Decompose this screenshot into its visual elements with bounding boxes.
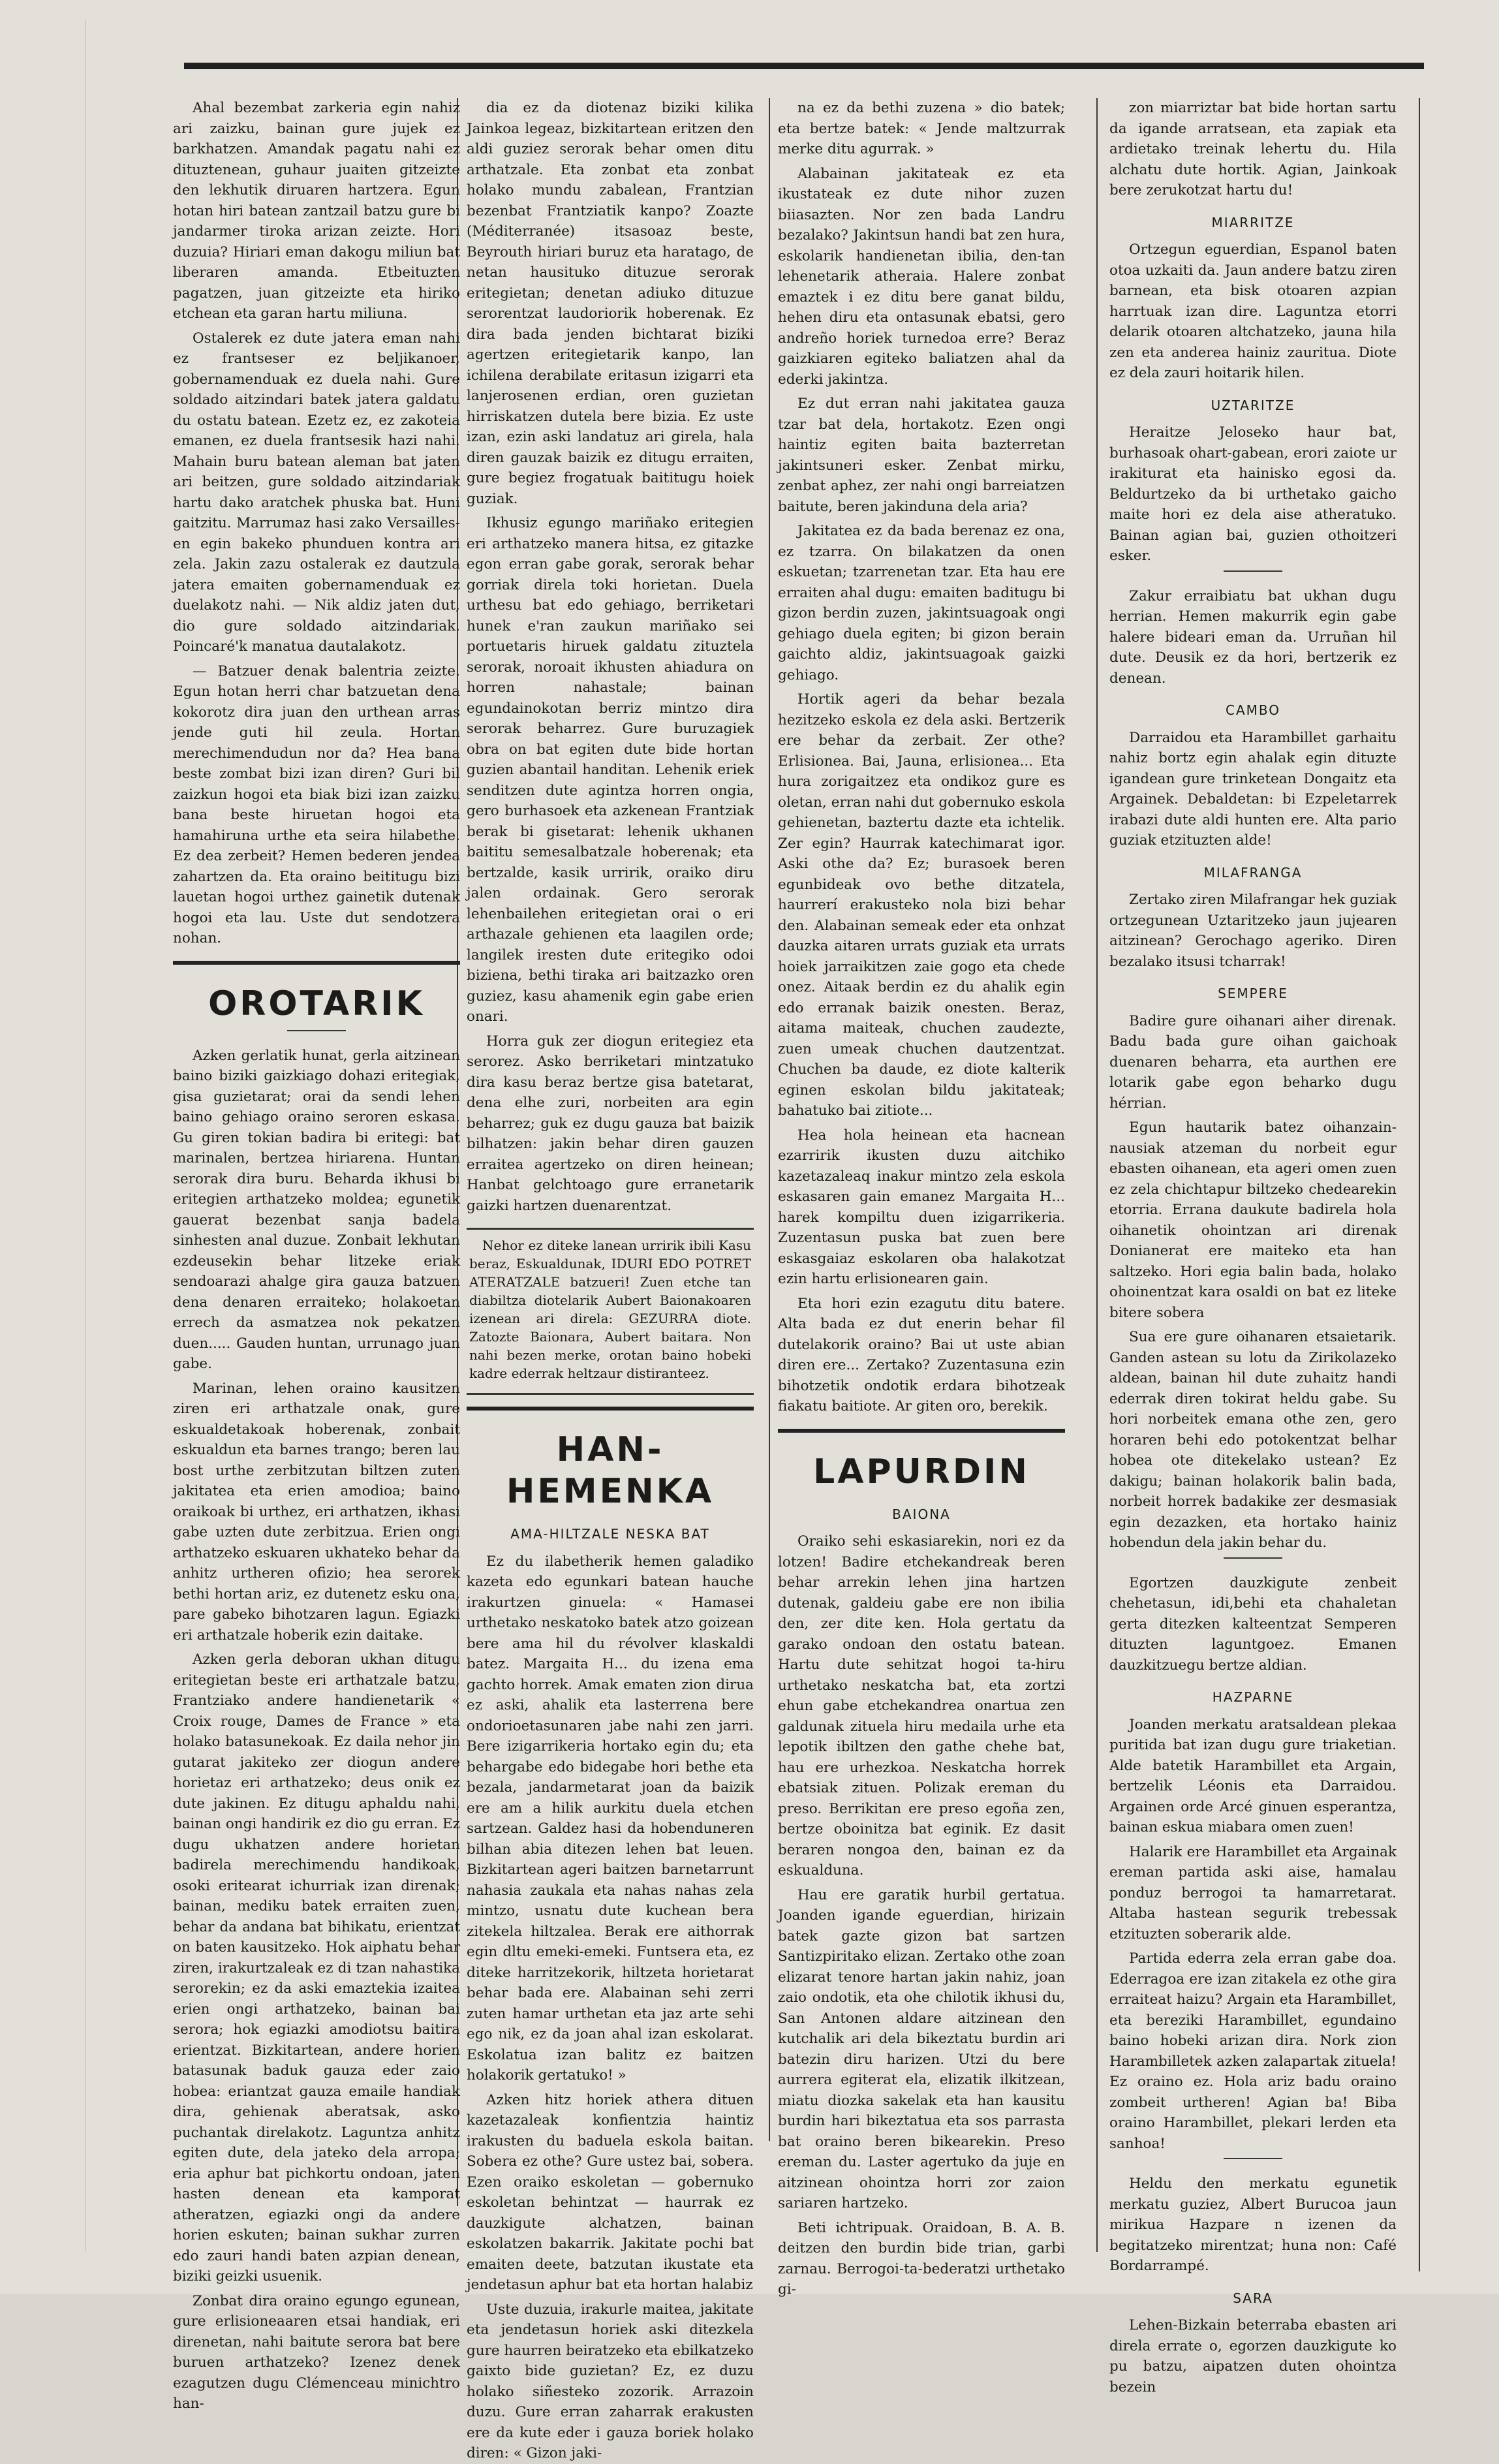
paragraph: Zonbat dira oraino egungo egunean, gure erlisioneaaren etsai handiak, eri direnetan, nahi baitute serora bat bere buruen arthatzeko? Izenez denek ezagutzen dugu Clémenceau minichtro han- [173,2292,460,2412]
paragraph: Azken gerla deboran ukhan ditugu eritegietan beste eri arthatzale batzu, Frantziako andere handienetarik « Croix rouge, Dames de France » eta holako batasunekoak. Ez daila nehor jin gutarat jakiteko zer diogun andere horietaz eri arthatzeko; deus onik ez dute jakinen. Ez ditugu aphaldu nahi, bainan ongi handirik ez dio gu erran. Ez dugu ukhatzen andere horietan badirela merechimendu handikoak, osoki eritearat ichurriak izan direnak; bainan, mediku batek erraiten zuen, behar da andana bat bihikatu, erientzat on baten kausitzeko. Hok aiphatu behar ziren, irakurtzaleak ez di tzan nahastika serorekin; ez da aski emaztekia izaitea erien ongi arthatzeko, bainan bai serora; hok egiazki amodiotsu baitira erientzat. Bizkitartean, andere horien batasunak baduk gauza eder zaio hobea: eriantzat gauza emaile handiak dira, gehienak aberatsak, asko puchantak direlakotz. Laguntza anhitz egiten dute, dela jateko dela arropa; eria aphur bat pichkortu ondoan, jaten hasten denean eta kamporat atheratzen, egiazki ongi da andere horien eskuten; bainan sukhar zurren edo zauri handi baten azpian denean, biziki geizki usuenik. [173,1651,460,2285]
paragraph: Ez du ilabetherik hemen galadiko kazeta edo egunkari batean hauche irakurtzen ginuela: « Hamasei urthetako neskatoko batek atzo goizean bere ama hil du révolver klaskaldi batez. Margaita H... du izena ema gachto horrek. Amak ematen zion dirua ez aski, ahalik eta lasterrena bere ondorioetasunaren jabe nahi zen jarri. Bere izigarrikeria hortako egin du; eta behargabe edo bidegabe hori bethe eta bezala, jandarmetarat joan da baizik ere am a hilik aurkitu duela etchen sartzean. Galdez hasi da hobenduneren bilhan abia ditezen lehen bat leuen. Bizkitartean ageri baitzen barnetarrunt nahasia zaukala eta nahas nahas zela mintzo, usnatu dute kuchean bera zitekela hiltzalea. Berak ere aithorrak egin dltu emeki-emeki. Funtsera eta, ez diteke harritzekorik, hiltzeta horietarat behar bada ere. Alabainan sehi zerri zuten hamar urthetan eta jaz arte sehi ego nik, ez da joan ahal izan eskolarat. Eskolatua izan balitz ez baitzen holakorik gertatuko! » [467,1553,754,2083]
paragraph: na ez da bethi zuzena » dio batek; eta bertze batek: « Jende maltzurrak merke ditu agurrak. » [778,100,1065,157]
place-subheading: CAMBO [1225,702,1280,718]
paragraph: dia ez da diotenaz biziki kilika Jainkoa legeaz, bizkitartean eritzen den aldi guziez serorak behar omen ditu arthatzale. Eta zonbat eta zonbat holako mundu zabalean, Frantzian bezenbat Frantziatik kanpo? Zoazte (Méditerranée) itsasoaz beste, Beyrouth hiriari buruz eta haratago, de netan hausituko dituzue serorak eritegietan; denetan adiuko dituzue serorentzat laudoriorik hoberenak. Ez dira bada jenden bichtarat biziki agertzen eritegietarik kanpo, lan ichilena derabilate eritasun izigarri eta lanjerosenen erdian, oren guzietan hirriskatzen dutela bere bizia. Ez uste izan, ezin aski landatuz ari girela, hala diren gauzak baizik ez ditugu erraiten, gure begiez frogatuak baititugu hoiek guziak. [467,100,754,507]
paragraph: Uste duzuia, irakurle maitea, jakitate eta jendetasun horiek aski ditezkela gure haurren beiratzeko eta ebilkatzeko gaixto bide guzietan? Ez, ez duzu holako siñesteko zozorik. Arrazoin duzu. Gure erran zaharrak erakusten ere da kute eder i gauza boriek holako diren: « Gizon jaki- [467,2301,754,2461]
place-subheading: UZTARITZE [1211,397,1295,413]
paragraph: Ostalerek ez dute jatera eman nahi ez frantseser ez beljikanoer, gobernamenduak ez duela nahi. Gure soldado aitzindari batek jatera galdatu du ostatu batean. Ezetz ez, ez zakoteia emanen, ez duela frantsesik hazi nahi. Mahain buru batean aleman bat jaten ari beitzen, gure soldado aitzindariak hartu dako aratchek phuska bat. Huni gaitzitu. Marrumaz hasi zako Versailles-en egin bakeko phunduen kontra ari zela. Jakin zazu ostalerak ez dautzula jatera emaiten gobernamenduak ez duelakotz nahi. — Nik aldiz jaten dut, dio gure soldado aitzindariak. Poincaré'k manatua dautalakotz. [173,330,460,655]
paragraph: Ikhusiz egungo mariñako eritegien eri arthatzeko manera hitsa, ez gitazke egon erran gabe gorak, serorak behar gorriak direla toki horietan. Duela urthesu bat edo gehiago, berriketari hunek e'ran zaukun mariñako sei portuetaris hiruek galdatu zituztela serorak, noroait ikhusten ahiadura on horren nahastale; bainan egundainokotan berriz mintzo dira serorak beharrez. Gure buruzagiek obra on bat egiten dute bide hortan guzien abantail handitan. Lehenik eriek senditzen dute agintza horren ongia, gero burhasoek eta azkenean Frantziak berak bi gisetarat: lehenik ukhanen baititu semesalbatzale hoberenak; eta bertzalde, kasik urririk, oraiko diru jalen ordainak. Gero serorak lehenbailehen eritegietan orai o eri arthazale gehienen eta laagilen orde; langilek iresten dute eritegiko odoi biziena, bethi tiraka ari baitzazko oren guziez, kasu ahamenik egin gabe erien onari. [467,515,754,1025]
paragraph: Joanden merkatu aratsaldean plekaa puritida bat izan dugu gure triaketian. Alde batetik Harambillet eta Argain, bertzelik Léonis eta Darraidou. Argainen orde Arcé ginuen esperantza, bainan eskua miabara omen zuen! [1109,1716,1397,1835]
section-rule [173,961,460,965]
paragraph: Zertako ziren Milafrangar hek guziak ortzegunean Uztaritzeko jaun jujearen aitzinean? Gerochago ageriko. Diren bezalako itsusi tcharrak! [1109,892,1397,970]
column-1 [173,98,460,2412]
paragraph: Beti ichtripuak. Oraidoan, B. A. B. deitzen den burdin bide trian, garbi zarnau. Berrogoi-ta-bederatzi urthetako gi- [778,2219,1065,2298]
paragraph: Hau ere garatik hurbil gertatua. Joanden igande eguerdian, hirizain batek gazte gizon bat sartzen Santizpiritako elizan. Zertako othe zoan elizarat tenore hartan jakin nahiz, joan zaio ondotik, eta ohe chilotik ikhusi du, San Antonen aldare aitzinean den kutchalik ari dela bikeztatu burdin ari batezin diru harizen. Utzi du bere aurrera egiterat ela, elizatik ilkitzean, miatu diozka sakelak eta han kausitu burdin hari bikeztatua eta sos parrasta bat oraino beren bikearekin. Preso ereman du. Laster agertuko da juje en aitzinean ohointza horri zor zaion sariaren hartzeko. [778,1886,1065,2211]
paragraph: Marinan, lehen oraino kausitzen ziren eri arthatzale onak, gure eskualdetakoak hoberenak, zonbait eskualdun eta barnes trango; beren lau bost urthe zerbitzutan biltzen zuten jakitatea eta erien amodioa; baino oraikoak bi urthez, eri arthatzen, ikhasi gabe uzten dute zerbitzua. Erien ongi arthatzeko eskuaren ukhateko behar da anhitz urtheren ofizio; hea serorek bethi hortan ariz, ez dutenetz esku ona, pare gabeko bihotzaren lagun. Egiazki eri arthatzale hoberik ezin daitake. [173,1380,460,1644]
divider [1224,570,1282,572]
advertisement-box [467,1228,754,1395]
paragraph: Ez dut erran nahi jakitatea gauza tzar bat dela, hortakotz. Ezen ongi haintiz egiten baita bazterretan jakintsuneri esker. Zenbat mirku, zenbat aphez, zer nahi ongi barreiatzen baitute, beren jakinduna dela aria? [778,396,1065,515]
place-subheading: BAIONA [892,1506,951,1522]
paragraph: Egun hautarik batez oihanzain-nausiak atzeman du norbeit egur ebasten oihanean, eta ageri omen zuen ez zela chichtapur biltzeko chedearekin etorria. Errana daukute badirela hola oihanetik ohointzan ari direnak Donianerat ere maiteko eta han saltzeko. Hori egia balin bada, holako ohoinentzat kara osaldi on bat ez liteke bitere sobera [1109,1119,1397,1321]
section-rule [778,1429,1065,1433]
section-heading-orotarik: OROTARIK [208,984,425,1023]
advertisement-text: Nehor ez diteke lanean urririk ibili Kasu beraz, Eskualdunak, IDURI EDO POTRET ATERATZALE batzueri! Zuen etche tan diabiltza diotelarik Aubert Baionakoaren izenean ari direla: GEZURRA diote. Zatozte Baionara, Aubert baitara. Non nahi bezen merke, orotan baino hobeki kadre ederrak heltzaur distiranteez. [469,1238,751,1381]
paragraph: Jakitatea ez da bada berenaz ez ona, ez tzarra. On bilakatzen da onen eskuetan; tzarrenetan tzar. Eta hau ere erraiten ahal dugu: emaiten baditugu bi gizon berdin zuzen, jakintsuagoak ongi gehiago duela egiten; bi gizon berain gaichto aldiz, jakintsuagoak gaizki gehiago. [778,523,1065,683]
paragraph: Ortzegun eguerdian, Espanol baten otoa uzkaiti da. Jaun andere batzu ziren barnean, eta bisk otoaren azpian harrtuak izan dire. Laguntza etorri delarik otoaren altchatzeko, jauna hila zen eta anderea hainiz zauritua. Diote ez dela zauri hoitarik hilen. [1109,242,1397,381]
column-4 [1109,98,1397,2395]
article-subheading: AMA-HILTZALE NESKA BAT [510,1526,710,1542]
paragraph: Heraitze Jeloseko haur bat, burhasoak ohart-gabean, erori zaiote ur irakiturat eta hainisko egosi da. Beldurtzeko da bi urthetako gaicho maite hori ez dela aise atheratuko. Bainan agian bai, guzien othoitzeri esker. [1109,424,1397,564]
column-3 [778,98,1065,2298]
place-subheading: MILAFRANGA [1203,864,1303,881]
section-heading-han-hemenka: HAN-HEMENKA [506,1430,715,1511]
divider [1224,2158,1282,2159]
paragraph: — Batzuer denak balentria zeizte. Egun hotan herri char batzuetan dena kokorotz dira juan den urthean arras jende guti hil zeula. Hortan merechimendudun nor da? Hea bana beste zombat bizi izan diren? Guri bil zaizkun hogoi eta biak bizi izan zaizku bana beste hiruetan hogoi eta hamahiruna urthe eta seira hilabethe. Ez dea zerbeit? Hemen bederen jendea zahartzen da. Eta oraino beititugu bizi lauetan hogoi urthez gainetik dutenak hogoi eta lau. Uste dut sendotzera nohan. [173,663,460,946]
place-subheading: MIARRITZE [1211,214,1295,230]
column-2 [467,98,754,2461]
paragraph: Alabainan jakitateak ez eta ikustateak ez dute nihor zuzen biiasazten. Nor zen bada Landru bezalako? Jakintsun handi bat zen hura, eskolarik handienetan ibilia, den-tan lehenetarik atheraia. Halere zonbat emaztek i ez ditu bere ganat bildu, hehen diru eta ontasunak ebatsi, gero andreño horiek turnedoa erre? Beraz gaizkiaren egiteko baliatzen ahal da ederki jakintza. [778,165,1065,388]
paragraph: Egortzen dauzkigute zenbeit chehetasun, idi,behi eta chahaletan gerta ditezken kalteentzat Semperen dituzten laguntgoez. Emanen dauzkitzuegu bertze aldian. [1109,1574,1397,1674]
divider [287,1030,346,1031]
column-rule [1419,98,1420,2271]
paragraph: Azken hitz horiek athera dituen kazetazaleak konfientzia haintiz irakusten du baduela eskola baitan. Sobera ez othe? Gure ustez bai, sobera. Ezen oraiko eskoletan — gobernuko eskoletan behintzat — haurrak ez dauzkigute alchatzen, bainan eskolatzen bakarrik. Jakitate pochi bat emaiten deete, batzutan ikustate eta jendetasun aphur bat eta hortan halabiz [467,2091,754,2293]
paragraph: Darraidou eta Harambillet garhaitu nahiz bortz egin ahalak egin dituzte igandean gure trinketean Dongaitz eta Argainek. Debaldetan: bi Ezpeletarrek irabazi dute aldi hunten ere. Alta pario guziak etzituzten alde! [1109,729,1397,849]
section-heading-lapurdin: LAPURDIN [813,1452,1030,1491]
paragraph: Partida ederra zela erran gabe doa. Ederragoa ere izan zitakela ez othe gira erraiteat haizu? Argain eta Harambillet, eta bereziki Harambillet, egundaino baino hobeki arizan dira. Nork zion Harambilletek azken zalapartak zituela! Ez oraino ez. Hola ariz badu oraino zombeit urtheren! Agian ba! Biba oraino Harambillet, plekari lerden eta sanhoa! [1109,1950,1397,2152]
paragraph: Oraiko sehi eskasiarekin, nori ez da lotzen! Badire etchekandreak beren behar arrekin lehen jina hartzen dutenak, galdeiu gabe ere non ibilia den, zer dite ken. Hola gertatu da garako ondoan den ostatu batean. Hartu dute sehitzat hogoi ta-hiru urthetako neskatcha bat, eta zortzi ehun gabe etchekandrea onartua zen galdunak zituela hiru medaila urhe eta lepotik ibiltzen den gathe chehe bat, hau ere urhezkoa. Neskatcha horrek ebatsiak zituen. Polizak ereman du preso. Berrikitan ere preso egoña zen, bertze oboinitza bat eginik. Ez dasit beraren nongoa den, bainan ez da eskualduna. [778,1533,1065,1879]
paragraph: Zakur erraibiatu bat ukhan dugu herrian. Hemen makurrik egin gabe halere bideari eman da. Urruñan hil dute. Deusik ez da hori, bertzerik ez denean. [1109,587,1397,687]
column-rule [1096,98,1098,2252]
place-subheading: HAZPARNE [1212,1689,1294,1705]
place-subheading: SEMPERE [1218,986,1288,1001]
top-rule [184,63,1424,69]
paragraph: Heldu den merkatu egunetik merkatu guziez, Albert Burucoa jaun mirikua Hazpare n izenen da begitatzeko mirentzat; huna non: Café Bordarrampé. [1109,2175,1397,2274]
paragraph: Badire gure oihanari aiher direnak. Badu bada gure oihan gaichoak duenaren beharra, eta aurthen ere lotarik gabe egon beharko dugu hérrian. [1109,1012,1397,1112]
paragraph: Hea hola heinean eta hacnean ezarririk ikusten duzu aitchiko kazetazaleaq inakur mintzo zela eskola eskasaren gain emanez Margaita H... harek kompiltu duen izigarrikeria. Zuzentasun puska bat zuen bere eskasgaiaz eskolaren oba halakotzat ezin hartu erlisionearen gain. [778,1127,1065,1287]
paragraph: zon miarriztar bat bide hortan sartu da igande arratsean, eta zapiak eta ardietako treinak lehertu du. Hila alchatu dute hortik. Agian, Jainkoak bere zerukotzat hartu du! [1109,100,1397,198]
divider [1224,1557,1282,1559]
paragraph: Halarik ere Harambillet eta Argainak ereman partida aski aise, hamalau ponduz berrogoi ta hamarretarat. Altaba hastean segurik trebessak etzituzten soberarik alde. [1109,1843,1397,1942]
paragraph: Eta hori ezin ezagutu ditu batere. Alta bada ez dut enerin behar fil dutelakorik oraino? Bai ut uste abian diren ere... Zertako? Zuzentasuna ezin bihotzetik ondotik erdara bihotzeak fiakatu baitiote. Ar giten oro, berekik. [778,1295,1065,1414]
section-rule [467,1407,754,1411]
column-rule [769,98,770,2141]
paragraph: Azken gerlatik hunat, gerla aitzinean baino biziki gaizkiago dohazi eritegiak, gisa guzietarat; orai da sendi lehen baino gehiago oraino seroren eskasa. Gu giren tokian badira bi eritegi: bat marinalen, bertzea hiriarena. Huntan serorak dira buru. Beharda ikhusi bi eritegien arthatzeko moldea; egunetik gauerat bezenbat sanja badela sinhesten anal duzue. Zonbait lekhutan ezdeusekin behar litzeke eriak sendoarazi ahalge gira gauza batzuen dena denaren erraiteko; holakoetan errech da asmatzea nok pekatzen duen..... Gauden huntan, urrunago juan gabe. [173,1047,460,1372]
paragraph: Sua ere gure oihanaren etsaietarik. Ganden astean su lotu da Zirikolazeko aldean, bainan hil dute zuhaitz handi ederrak diren tokirat heldu gabe. Su hori norbeitek emana othe zen, gero horaren behi edo potokentzat belhar hobea ote ditekelako ustean? Ez dakigu; bainan holakorik balin bada, norbeit horrek badakike zer desmasiak egin dezazken, eta hortako hainiz hobendun dela jakin behar du. [1109,1329,1397,1551]
paragraph: Lehen-Bizkain beterraba ebasten ari direla errate o, egorzen dauzkigute ko pu batzu, aipatzen duten ohointza bezein [1109,2317,1397,2395]
place-subheading: SARA [1233,2290,1273,2306]
paragraph: Hortik ageri da behar bezala hezitzeko eskola ez dela aski. Bertzerik ere behar da zerbait. Zer othe? Erlisionea. Bai, Jauna, erlisionea... Eta hura zorigaitzez eta ondikoz gure es oletan, erran nahi dut gobernuko eskola gehienetan, baztertu dazte eta ichtelik. Zer egin? Haurrak katechimarat igor. Aski othe da? Ez; burasoek beren egunbideak ovo bethe ditzatela, haurrerí erakusteko nola bizi behar den. Alabainan semeak eder eta onhzat dauzka aitaren urrats guziak eta urrats hoiek jarraikitzen zaie gogo eta chede onez. Aitaak berdin ez du ahalik egin edo erranak baizik onesten. Beraz, aitama maiteak, chuchen zaudezte, zuen umeak chuchen dautzentzat. Chuchen ba daude, ez diote kalterik eginen eskolan bildu jakitateak; bahatuko bai zitiote... [778,691,1065,1119]
paragraph: Ahal bezembat zarkeria egin nahiz ari zaizku, bainan gure jujek ez barkhatzen. Amandak pagatu nahi ez dituztenean, guhaur juaiten gitzeizte den lekhutik diruaren hartzera. Egun hotan hiri batean zantzail batzu gure bi jandarmer tiroka arizan zeizte. Hori duzuia? Hiriari eman dakogu miliun bat liberaren amanda. Etbeituzten pagatzen, juan gitzeizte eta hiriko etchean eta garan hartu miliuna. [173,100,460,322]
paragraph: Horra guk zer diogun eritegiez eta serorez. Asko berriketari mintzatuko dira kasu beraz bertze gisa batetarat, dena elhe zuri, norbeiten ara egin beharrez; guk ez dugu gauza bat baizik bilhatzen: jakin behar diren gauzen erraitea agertzeko on diren heinean; Hanbat gelchtoago gure erranetarik gaizki hartzen duenarentzat. [467,1033,754,1214]
